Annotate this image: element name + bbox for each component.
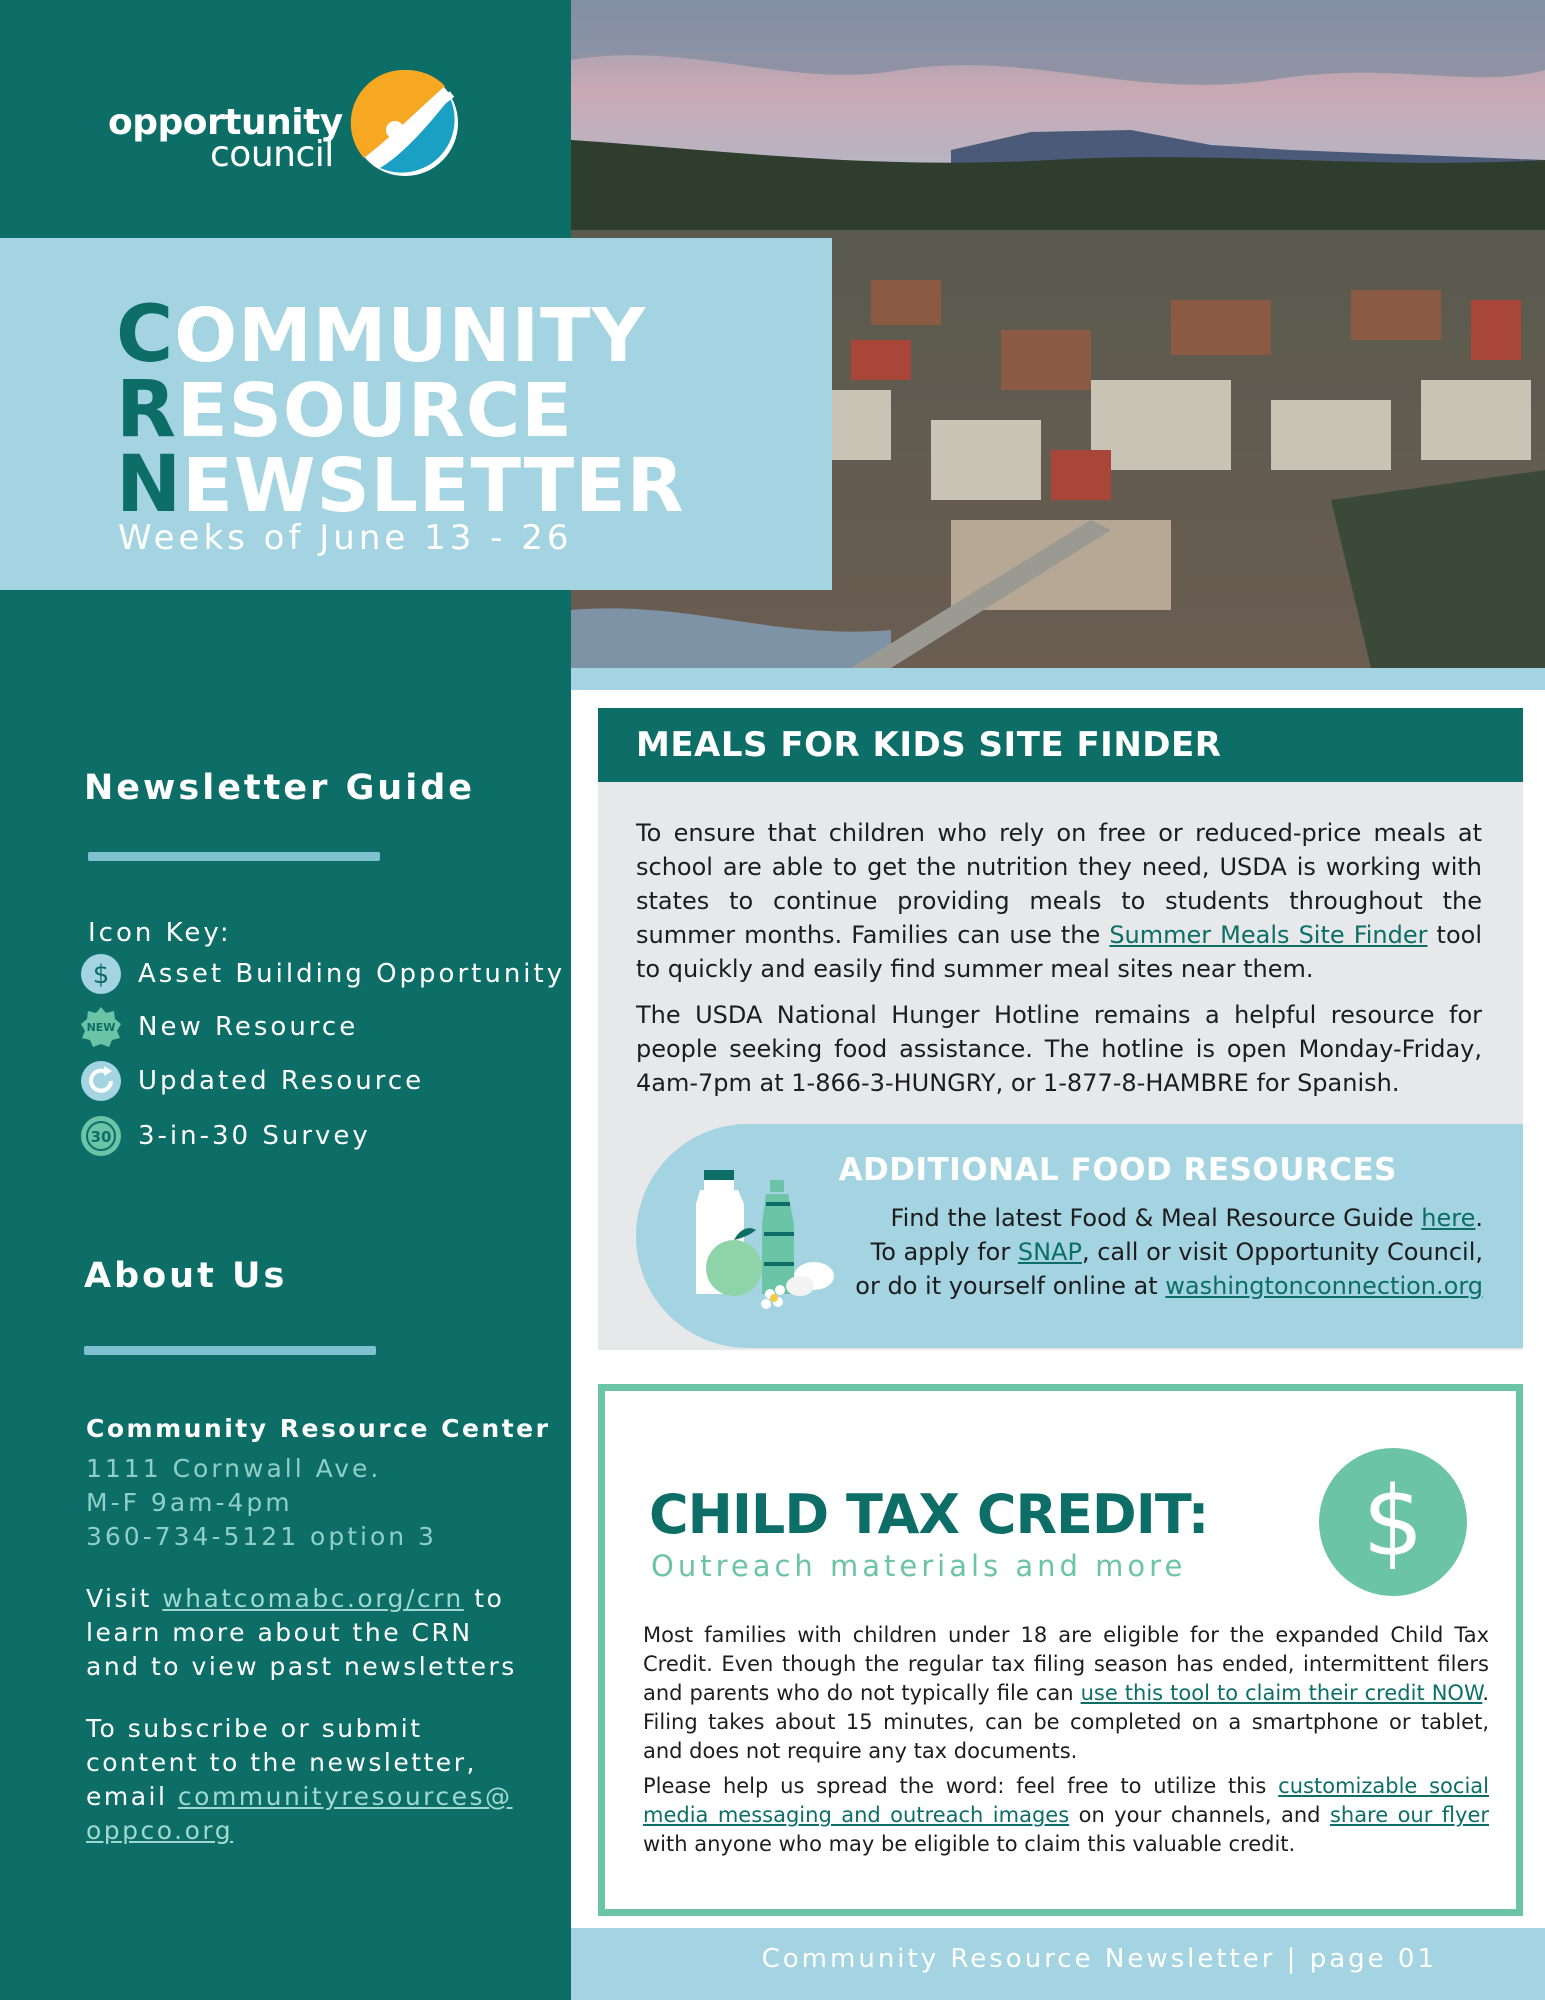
opportunity-council-logo[interactable] [108, 68, 468, 186]
share-flyer-link[interactable]: share our flyer [1329, 1803, 1490, 1827]
summer-meals-site-finder-link[interactable]: Summer Meals Site Finder [1109, 921, 1428, 949]
icon-key-asset-building [80, 952, 565, 996]
dollar-icon [1318, 1447, 1468, 1597]
subscribe-paragraph: To subscribe or submit content to the newsletter, email communityresources@ oppco.org [86, 1714, 513, 1845]
ctc-title: CHILD TAX CREDIT: [649, 1483, 1209, 1546]
logo-word-council: council [210, 134, 334, 175]
subscribe-email-link[interactable]: communityresources@ [177, 1782, 513, 1811]
title-band [0, 238, 832, 590]
washington-connection-link[interactable]: washingtonconnection.org [1165, 1272, 1483, 1300]
snap-line: To apply for SNAP, call or visit Opportunity Council, [870, 1238, 1483, 1266]
icon-key-label: Icon Key: [88, 918, 232, 948]
online-apply-line: or do it yourself online at washingtonconnection.org [855, 1272, 1483, 1300]
icon-key-label-survey: 3-in-30 Survey [138, 1121, 371, 1151]
svg-text:$: $ [92, 960, 110, 990]
meals-paragraph-1: To ensure that children who rely on free or reduced-price meals at school are able to get the nutrition they need, USDA is working with states to continue providing meals to students throughout the summer months. Families can use the Summer Meals Site Finder tool to quickly and easily find summer meal sites near them. [636, 819, 1482, 983]
visit-paragraph: Visit whatcomabc.org/crn to learn more about the CRN and to view past newsletters [86, 1584, 517, 1681]
hero-divider [571, 668, 1545, 690]
subscribe-email-link-domain[interactable]: oppco.org [86, 1816, 234, 1845]
meals-paragraph-2: The USDA National Hunger Hotline remains a helpful resource for people seeking food assistance. The hotline is open Monday-Friday, 4am-7pm at 1-866-3-HUNGRY, or 1-877-8-HAMBRE for Spanish. [636, 1001, 1482, 1097]
additional-food-resources [636, 1124, 1523, 1348]
meals-header-bar [598, 708, 1523, 782]
social-media-messaging-link[interactable]: customizable social media messaging and outreach images [643, 1774, 1489, 1827]
icon-key-new-resource [80, 1005, 358, 1049]
page-footer [571, 1928, 1545, 2000]
refresh-icon [80, 1060, 122, 1102]
title-line-community: COMMUNITY [116, 290, 647, 380]
logo-circle-icon [350, 68, 460, 178]
crc-phone: 360-734-5121 option 3 [86, 1522, 437, 1551]
newsletter-guide-heading: Newsletter Guide [84, 768, 476, 808]
snap-link[interactable]: SNAP [1017, 1238, 1082, 1266]
icon-key-survey [80, 1114, 371, 1158]
crc-hours: M-F 9am-4pm [86, 1488, 293, 1517]
food-guide-line: Find the latest Food & Meal Resource Guide here. [890, 1204, 1483, 1232]
icon-key-label-new: New Resource [138, 1012, 359, 1042]
crc-address: 1111 Cornwall Ave. [86, 1454, 382, 1483]
icon-key-label-updated: Updated Resource [138, 1066, 425, 1096]
svg-text:$: $ [1362, 1466, 1424, 1578]
food-guide-here-link[interactable]: here [1421, 1204, 1476, 1232]
meals-for-kids-card [598, 708, 1523, 1350]
dollar-icon [80, 953, 122, 995]
ctc-subtitle: Outreach materials and more [651, 1549, 1187, 1583]
guide-divider [88, 852, 380, 861]
survey-3-in-30-icon [80, 1115, 122, 1157]
new-badge-icon [80, 1006, 122, 1048]
newsletter-title [116, 290, 685, 530]
ctc-paragraph-1: Most families with children under 18 are eligible for the expanded Child Tax Credit. Even though the regular tax filing season has ended, intermittent filers and parents who do not typically file can use this tool to claim their credit NOW. Filing takes about 15 minutes, can be completed on a smartphone or tablet, and does not require any tax documents. [643, 1623, 1489, 1763]
child-tax-credit-card [598, 1384, 1523, 1916]
groceries-icon [690, 1164, 850, 1314]
ctc-body [643, 1621, 1489, 1865]
about-us-heading: About Us [84, 1256, 288, 1296]
footer-page-label: Community Resource Newsletter | page 01 [761, 1944, 1437, 1974]
title-line-resource: RESOURCE [116, 365, 573, 455]
crc-title: Community Resource Center [86, 1414, 551, 1443]
title-line-newsletter: NEWSLETTER [116, 440, 685, 530]
about-divider [84, 1346, 376, 1355]
icon-key-label-asset: Asset Building Opportunity [138, 959, 566, 989]
svg-text:30: 30 [90, 1128, 112, 1146]
logo-word-opportunity: opportunity [108, 102, 343, 143]
svg-text:NEW: NEW [86, 1021, 116, 1034]
claim-credit-tool-link[interactable]: use this tool to claim their credit NOW [1080, 1681, 1483, 1705]
meals-header-title: MEALS FOR KIDS SITE FINDER [636, 725, 1222, 765]
food-resources-title: ADDITIONAL FOOD RESOURCES [838, 1152, 1397, 1188]
meals-body [636, 816, 1482, 1112]
crn-website-link[interactable]: whatcomabc.org/crn [162, 1584, 464, 1613]
title-dates: Weeks of June 13 - 26 [118, 518, 573, 558]
icon-key-updated-resource [80, 1059, 424, 1103]
ctc-paragraph-2: Please help us spread the word: feel free to utilize this customizable social media messaging and outreach images on your channels, and share our flyer with anyone who may be eligible to claim this valuable credit. [643, 1774, 1490, 1856]
